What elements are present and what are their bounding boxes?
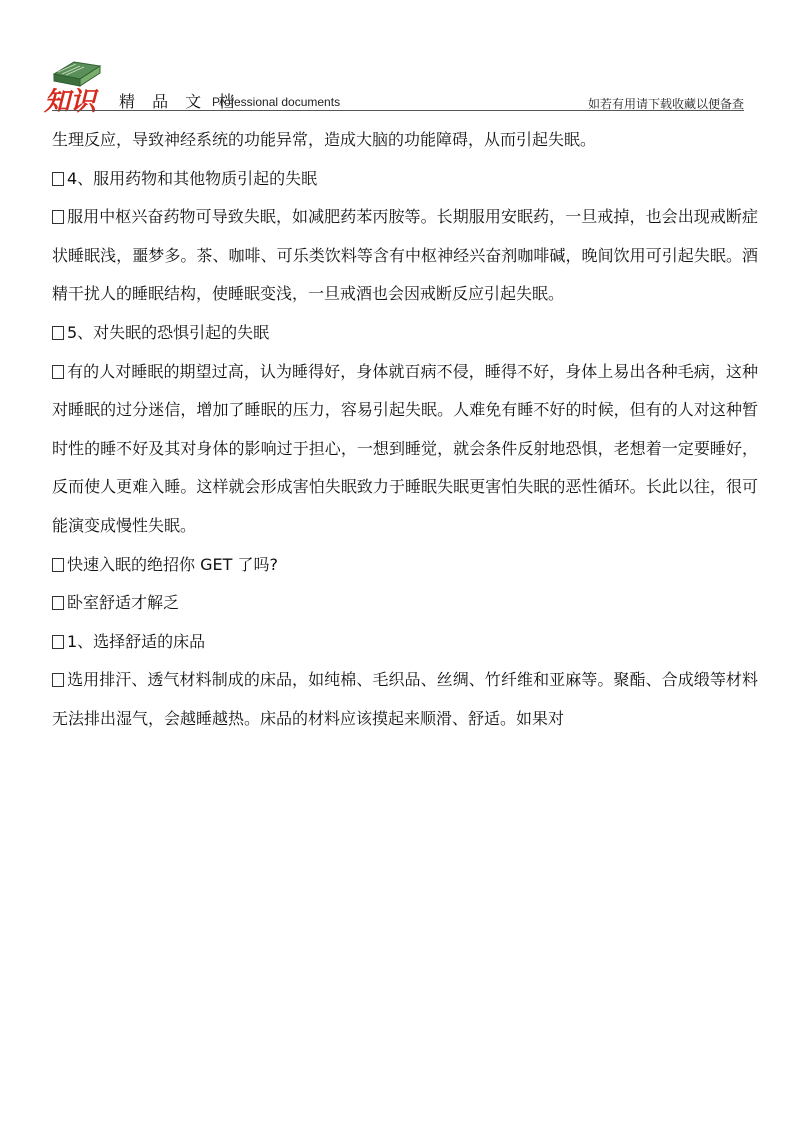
checkbox-glyph-icon [52,673,64,687]
header-divider [52,110,744,111]
svg-text:知识: 知识 [44,87,97,114]
section-heading: 1、选择舒适的床品 [52,623,758,662]
header-subtitle: Professional documents [212,95,341,109]
document-body [52,121,758,739]
paragraph: 生理反应，导致神经系统的功能异常，造成大脑的功能障碍，从而引起失眠。 [52,130,597,149]
paragraph: 选用排汗、透气材料制成的床品，如纯棉、毛织品、丝绸、竹纤维和亚麻等。聚酯、合成缎等材料无法排出湿气，会越睡越热。床品的材料应该摸起来顺滑、舒适。如果对 [52,670,758,728]
header-right-note: 如若有用请下载收藏以便备查 [587,97,744,111]
checkbox-glyph-icon [52,596,64,610]
checkbox-glyph-icon [52,172,64,186]
header-title: 精 品 文 档 [119,92,241,111]
section-heading: 卧室舒适才解乏 [52,584,758,623]
book-icon [54,62,100,86]
section-heading: 4、服用药物和其他物质引起的失眠 [52,160,758,199]
paragraph: 有的人对睡眠的期望过高，认为睡得好，身体就百病不侵，睡得不好，身体上易出各种毛病，这种对睡眠的过分迷信，增加了睡眠的压力，容易引起失眠。人难免有睡不好的时候，但有的人对这种暂时性的睡不好及其对身体的影响过于担心，一想到睡觉，就会条件反射地恐惧，老想着一定要睡好，反而使人更难入睡。这样就会形成害怕失眠致力于睡眠失眠更害怕失眠的恶性循环。长此以往，很可能演变成慢性失眠。 [52,361,758,535]
checkbox-glyph-icon [52,635,64,649]
checkbox-glyph-icon [52,558,64,572]
checkbox-glyph-icon [52,210,64,224]
zhishi-logo [40,52,106,114]
checkbox-glyph-icon [52,326,64,340]
checkbox-glyph-icon [52,365,64,379]
section-heading: 快速入眠的绝招你 GET 了吗? [52,546,758,585]
section-heading: 5、对失眠的恐惧引起的失眠 [52,314,758,353]
page-header [0,0,794,120]
paragraph: 服用中枢兴奋药物可导致失眠，如减肥药苯丙胺等。长期服用安眠药，一旦戒掉，也会出现戒断症状睡眠浅，噩梦多。茶、咖啡、可乐类饮料等含有中枢神经兴奋剂咖啡碱，晚间饮用可引起失眠。酒精干扰人的睡眠结构，使睡眠变浅，一旦戒酒也会因戒断反应引起失眠。 [52,207,758,304]
